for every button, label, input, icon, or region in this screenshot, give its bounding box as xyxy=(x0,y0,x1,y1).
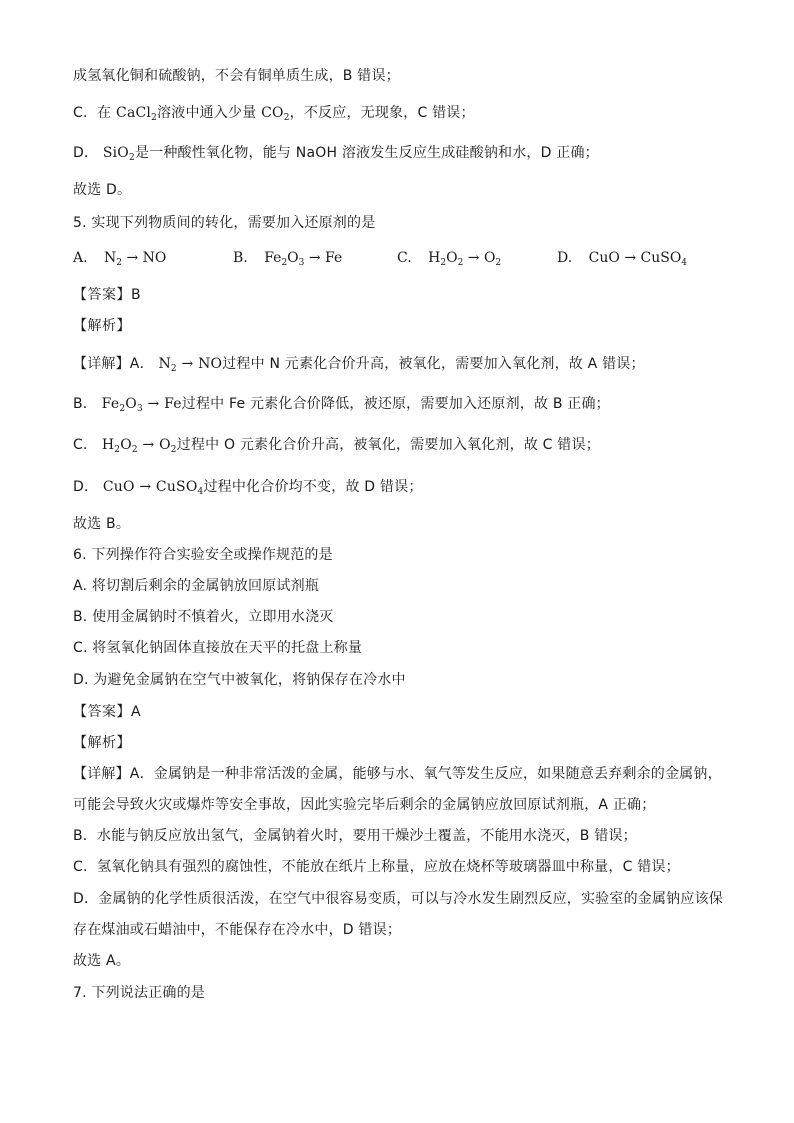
formula-text: N xyxy=(104,250,117,266)
reaction xyxy=(428,250,501,266)
reaction xyxy=(589,250,687,266)
formula-subscript: 3 xyxy=(298,258,305,268)
option-label: D. xyxy=(557,250,573,266)
q4-option-c-explanation xyxy=(73,103,475,123)
detail-suffix: 过程中 Fe 元素化合价降低，被还原，需要加入还原剂，故 B 正确； xyxy=(181,396,610,412)
formula-text: O xyxy=(120,437,132,453)
formula-cacl2 xyxy=(116,105,157,121)
q6-detail-d-line1: D．金属钠的化学性质很活泼，在空气中很容易变质，可以与冷水发生剧烈反应，实验室的金属钠应该保 xyxy=(73,891,723,907)
formula-text: CuO xyxy=(588,250,620,266)
formula-text: CO xyxy=(261,105,284,121)
q7-stem: 7. 下列说法正确的是 xyxy=(73,985,206,1001)
formula-text: NO xyxy=(198,356,223,372)
formula-text: O xyxy=(483,250,496,266)
formula-subscript: 3 xyxy=(136,404,143,414)
q4-choose: 故选 D。 xyxy=(73,182,132,198)
q6-detail-c: C．氢氧化钠具有强烈的腐蚀性，不能放在纸片上称量，应放在烧杯等玻璃器皿中称量，C 错误； xyxy=(73,859,680,875)
q6-detail-b: B．水能与钠反应放出氢气，金属钠着火时，要用干燥沙土覆盖，不能用水浇灭，B 错误； xyxy=(73,828,637,844)
reaction xyxy=(104,250,166,266)
formula-text: H xyxy=(101,437,115,453)
q5-detail-b xyxy=(73,394,610,414)
detail-suffix: 过程中 N 元素化合价升高，被氧化，需要加入氧化剂，故 A 错误； xyxy=(222,356,645,372)
formula-text: CuSO xyxy=(155,479,198,495)
detail-suffix: 过程中化合价均不变，故 D 错误； xyxy=(203,479,423,495)
arrow-icon: → xyxy=(308,250,321,266)
formula-subscript: 2 xyxy=(151,113,158,123)
formula-text: O xyxy=(287,250,299,266)
q5-option-a xyxy=(73,248,166,268)
q6-analysis-heading: 【解析】 xyxy=(73,735,131,751)
reaction xyxy=(102,396,182,412)
formula-text: H xyxy=(428,250,441,266)
formula-subscript: 4 xyxy=(681,258,688,268)
reaction xyxy=(103,479,204,495)
q6-option-b: B. 使用金属钠时不慎着火，立即用水浇灭 xyxy=(73,609,334,625)
q4-c-mid: 溶液中通入少量 xyxy=(157,105,257,121)
formula-text: CuO xyxy=(102,479,135,495)
q4-line-1: 成氢氧化铜和硫酸钠，不会有铜单质生成，B 错误； xyxy=(73,68,400,84)
arrow-icon: → xyxy=(181,356,194,372)
q4-d-prefix: D． xyxy=(73,145,99,161)
formula-text: N xyxy=(158,356,171,372)
detail-prefix: 【详解】A． xyxy=(73,356,154,372)
formula-text: Fe xyxy=(164,396,182,412)
arrow-icon: → xyxy=(142,437,155,453)
option-label: B. xyxy=(233,250,248,266)
q6-option-a: A. 将切割后剩余的金属钠放回原试剂瓶 xyxy=(73,578,320,594)
q5-detail-c xyxy=(73,435,600,455)
arrow-icon: → xyxy=(139,479,152,495)
formula-subscript: 2 xyxy=(119,404,126,414)
q5-option-b xyxy=(233,248,342,268)
q5-detail-d xyxy=(73,477,423,497)
q6-choose: 故选 A。 xyxy=(73,953,131,969)
formula-sio2 xyxy=(103,145,135,161)
q4-d-suffix: 是一种酸性氧化物，能与 NaOH 溶液发生反应生成硅酸钠和水，D 正确； xyxy=(134,145,599,161)
arrow-icon: → xyxy=(624,250,637,266)
formula-text: Fe xyxy=(264,250,282,266)
formula-co2 xyxy=(261,105,290,121)
option-label: A. xyxy=(73,250,88,266)
q5-choose: 故选 B。 xyxy=(73,516,131,532)
formula-subscript: 4 xyxy=(197,487,204,497)
formula-subscript: 2 xyxy=(131,445,138,455)
arrow-icon: → xyxy=(126,250,139,266)
formula-text: Fe xyxy=(101,396,120,412)
arrow-icon: → xyxy=(467,250,480,266)
q5-analysis-heading: 【解析】 xyxy=(73,318,131,334)
formula-text: O xyxy=(446,250,458,266)
formula-text: O xyxy=(125,396,137,412)
q4-c-prefix: C．在 xyxy=(73,105,112,121)
q6-answer: 【答案】A xyxy=(73,704,142,720)
q6-detail-a-line1: 【详解】A．金属钠是一种非常活泼的金属，能够与水、氧气等发生反应，如果随意丢弃剩余的金属钠， xyxy=(73,766,722,782)
reaction xyxy=(102,437,177,453)
q5-detail-a xyxy=(73,354,645,374)
reaction xyxy=(158,356,222,372)
q6-option-c: C. 将氢氧化钠固体直接放在天平的托盘上称量 xyxy=(73,640,363,656)
q6-stem: 6. 下列操作符合实验安全或操作规范的是 xyxy=(73,547,333,563)
detail-suffix: 过程中 O 元素化合价升高，被氧化，需要加入氧化剂，故 C 错误； xyxy=(176,437,600,453)
formula-subscript: 2 xyxy=(170,445,177,455)
q4-c-suffix: ，不反应，无现象，C 错误； xyxy=(289,105,475,121)
q5-stem: 5. 实现下列物质间的转化，需要加入还原剂的是 xyxy=(73,215,376,231)
reaction xyxy=(264,250,342,266)
q5-answer: 【答案】B xyxy=(73,287,142,303)
formula-subscript: 2 xyxy=(440,258,447,268)
formula-text: SiO xyxy=(102,145,129,161)
q6-option-d: D. 为避免金属钠在空气中被氧化，将钠保存在冷水中 xyxy=(73,672,406,688)
formula-subscript: 2 xyxy=(283,113,290,123)
option-label: C. xyxy=(397,250,412,266)
formula-text: NO xyxy=(142,250,167,266)
formula-subscript: 2 xyxy=(116,258,122,268)
q5-option-d xyxy=(557,248,687,268)
q6-detail-d-line2: 存在煤油或石蜡油中，不能保存在冷水中，D 错误； xyxy=(73,922,402,938)
detail-prefix: B． xyxy=(73,396,98,412)
q6-detail-a-line2: 可能会导致火灾或爆炸等安全事故，因此实验完毕后剩余的金属钠应放回原试剂瓶，A 正确； xyxy=(73,797,656,813)
formula-subscript: 2 xyxy=(129,153,135,163)
formula-text: CaCl xyxy=(116,105,152,121)
formula-subscript: 2 xyxy=(457,258,464,268)
formula-subscript: 2 xyxy=(114,445,121,455)
q4-option-d-explanation xyxy=(73,143,599,163)
formula-text: CuSO xyxy=(640,250,682,266)
q5-option-c xyxy=(397,248,501,268)
formula-text: Fe xyxy=(325,250,343,266)
formula-text: O xyxy=(159,437,171,453)
detail-prefix: C． xyxy=(73,437,98,453)
detail-prefix: D． xyxy=(73,479,99,495)
formula-subscript: 2 xyxy=(170,364,177,374)
arrow-icon: → xyxy=(147,396,160,412)
formula-subscript: 2 xyxy=(281,258,288,268)
formula-subscript: 2 xyxy=(495,258,502,268)
